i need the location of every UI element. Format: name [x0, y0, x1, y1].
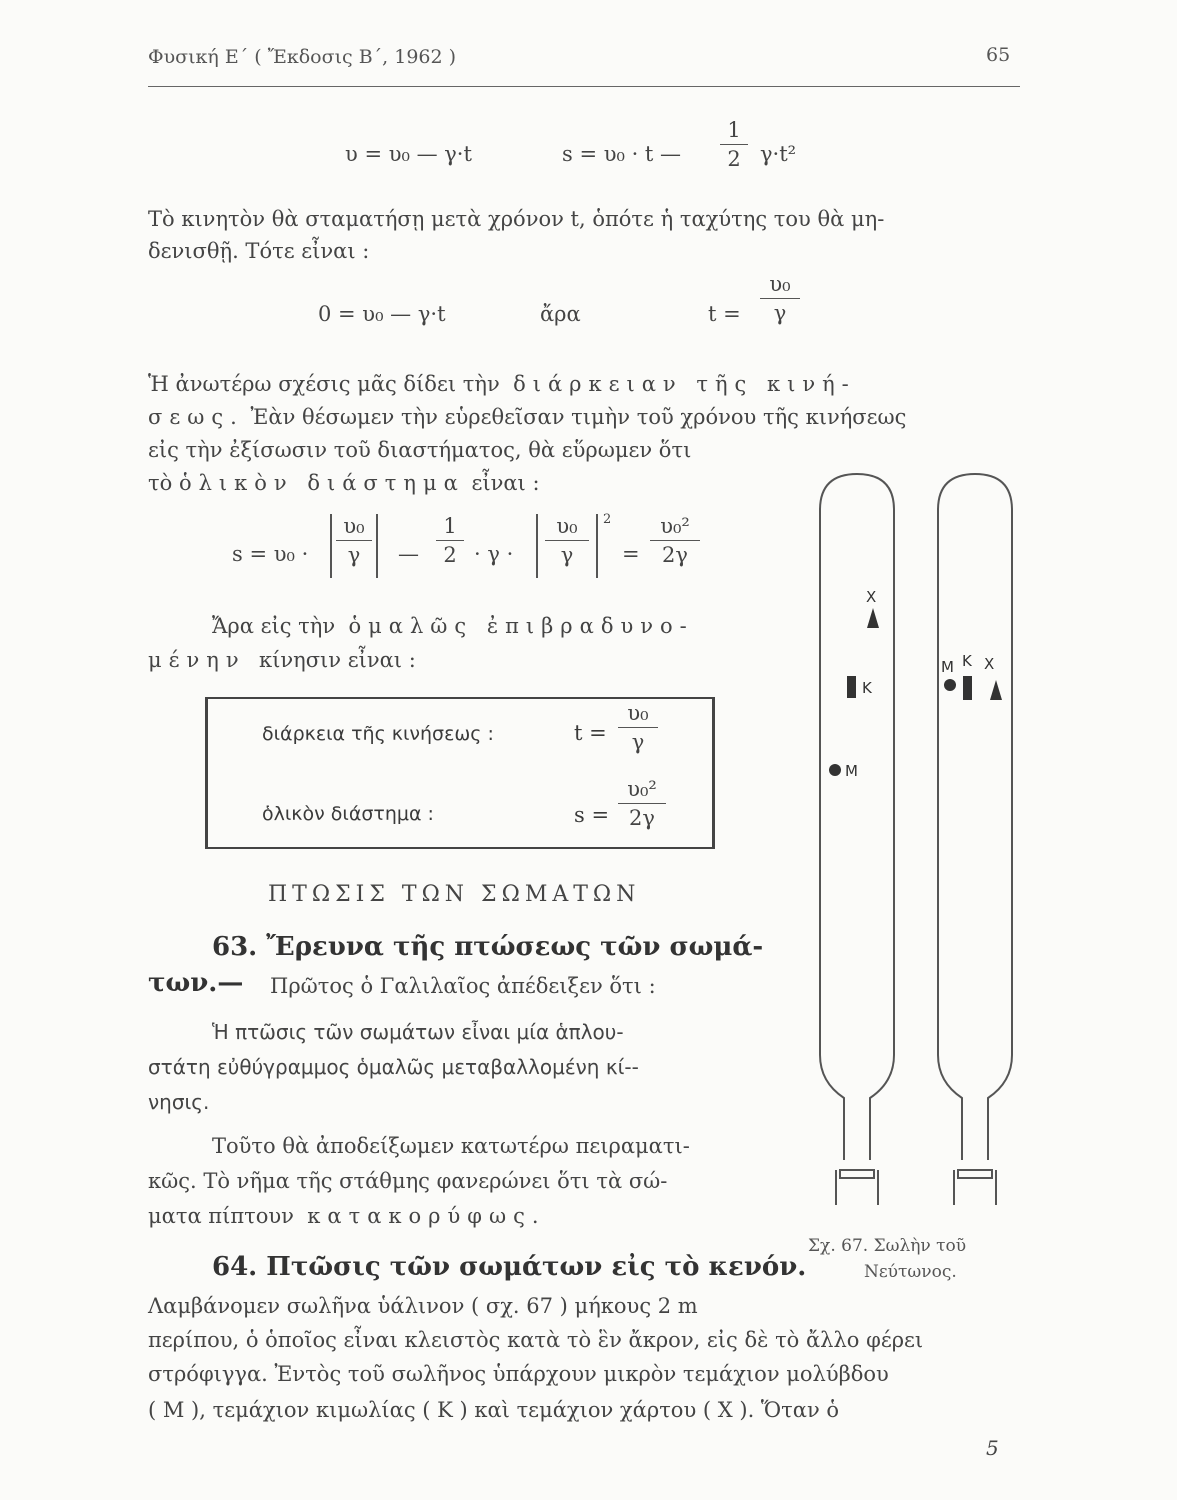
lead-piece-icon	[944, 679, 956, 691]
distance-s-equals: s =	[574, 803, 610, 827]
fraction-bar	[760, 298, 800, 299]
fraction-bar	[618, 727, 658, 728]
fraction-numerator: υ₀²	[627, 777, 657, 801]
section-63-heading: 63. Ἔρευνα τῆς πτώσεως τῶν σωμά-	[212, 932, 764, 962]
fraction-bar	[545, 540, 589, 541]
galileo-statement: νησις.	[148, 1090, 210, 1114]
paragraph-line: μένην κίνησιν εἶναι :	[148, 648, 416, 672]
left-tube	[820, 474, 894, 1160]
left-tube-label-m: Μ	[845, 762, 858, 780]
fraction-denominator: 2γ	[662, 543, 688, 567]
fraction-denominator: γ	[773, 301, 787, 325]
page-number: 65	[986, 44, 1011, 66]
fraction-bar	[336, 540, 372, 541]
fraction-bar	[650, 540, 700, 541]
running-header: Φυσική Ε΄ ( Ἔκδοσις Β΄, 1962 )	[148, 46, 457, 68]
fraction-denominator: γ	[560, 543, 574, 567]
total-distance-equation: s = υ₀ ·	[232, 542, 309, 566]
fraction	[336, 514, 372, 567]
paragraph-line: περίπου, ὁ ὁποῖος εἶναι κλειστὸς κατὰ τὸ ἓν ἄκρον, εἰς δὲ τὸ ἄλλο φέρει	[148, 1328, 924, 1352]
galileo-statement: στάτη εὐθύγραμμος ὁμαλῶς μεταβαλλομένη κί--	[148, 1055, 639, 1079]
lead-piece-icon	[829, 764, 841, 776]
spaced-emphasis: ὁμαλῶς ἐπιβραδυνο-	[348, 614, 694, 638]
fraction-numerator: 1	[727, 118, 741, 142]
header-rule	[148, 86, 1020, 87]
left-tube-label-x: Χ	[866, 588, 877, 606]
paragraph-line: Ἄρα εἰς τὴν ὁμαλῶς ἐπιβραδυνο-	[212, 614, 694, 638]
signature-mark: 5	[986, 1436, 999, 1460]
spaced-emphasis: σεως.	[148, 405, 244, 429]
fraction-denominator: γ	[631, 730, 645, 754]
paragraph-line: ματα πίπτουν κατακορύφως.	[148, 1204, 546, 1228]
minus-sign: —	[398, 542, 419, 566]
spaced-emphasis: κατακορύφως.	[307, 1204, 546, 1228]
spaced-emphasis: μένην	[148, 648, 246, 672]
galileo-statement: Ἡ πτῶσις τῶν σωμάτων εἶναι μία ἁπλου-	[212, 1020, 624, 1044]
duration-label: διάρκεια τῆς κινήσεως :	[262, 723, 494, 745]
ara-word: ἄρα	[540, 302, 581, 326]
distance-equation-left: s = υ₀ · t —	[562, 142, 682, 166]
paragraph-line: Λαμβάνομεν σωλῆνα ὑάλινον ( σχ. 67 ) μήκους 2 m	[148, 1294, 698, 1318]
chalk-piece-icon	[847, 676, 856, 698]
section-63-heading-cont: των.—	[148, 968, 244, 998]
paragraph-line: Ἡ ἀνωτέρω σχέσις μᾶς δίδει τὴν διάρκειαν τῆς κινή-	[148, 372, 856, 396]
paragraph-line: Πρῶτος ὁ Γαλιλαῖος ἀπέδειξεν ὅτι :	[270, 974, 656, 998]
right-tube-label-x: Χ	[984, 655, 995, 673]
paragraph-line: δενισθῇ. Τότε εἶναι :	[148, 239, 370, 263]
fraction-numerator: υ₀	[769, 272, 791, 296]
section-title: ΠΤΩΣΙΣ ΤΩΝ ΣΩΜΑΤΩΝ	[268, 882, 641, 907]
spaced-emphasis: διάρκειαν τῆς κινή-	[513, 372, 856, 396]
velocity-equation: υ = υ₀ — γ·t	[345, 142, 472, 166]
newton-tubes-figure	[800, 470, 1040, 1230]
fraction-bar	[436, 540, 464, 541]
figure-caption: Σχ. 67. Σωλὴν τοῦ	[808, 1236, 967, 1256]
result-fraction	[650, 514, 700, 567]
summary-box	[205, 697, 715, 849]
paper-piece-icon	[990, 680, 1002, 700]
fraction-denominator: γ	[347, 543, 361, 567]
fraction-denominator: 2	[727, 147, 741, 171]
paragraph-line: σεως. Ἐὰν θέσωμεν τὴν εὑρεθεῖσαν τιμὴν τοῦ χρόνου τῆς κινήσεως	[148, 405, 907, 429]
paragraph-line: τὸ ὁλικὸν διάστημα εἶναι :	[148, 471, 540, 495]
paragraph-line: Τὸ κινητὸν θὰ σταματήσῃ μετὰ χρόνον t, ὁπότε ἡ ταχύτης του θὰ μη-	[148, 207, 885, 231]
left-stopcock	[840, 1170, 874, 1178]
duration-t-equals: t =	[574, 721, 607, 745]
paragraph-line: κῶς. Τὸ νῆμα τῆς στάθμης φανερώνει ὅτι τὰ σώ-	[148, 1169, 668, 1193]
abs-bar	[376, 514, 378, 578]
distance-fraction	[618, 777, 666, 830]
half-fraction	[720, 118, 748, 171]
square-exponent: 2	[603, 512, 612, 527]
spaced-emphasis: ὁλικὸν διάστημα	[178, 471, 465, 495]
fraction-numerator: υ₀	[627, 701, 649, 725]
distance-equation-right: γ·t²	[760, 142, 797, 166]
fraction-numerator: υ₀	[343, 514, 365, 538]
fraction-denominator: 2γ	[629, 806, 655, 830]
fraction-numerator: 1	[443, 514, 457, 538]
fraction-bar	[720, 144, 748, 145]
paragraph-line: ( Μ ), τεμάχιον κιμωλίας ( Κ ) καὶ τεμάχιον χάρτου ( Χ ). Ὅταν ὁ	[148, 1398, 840, 1422]
paragraph-line: εἰς τὴν ἐξίσωσιν τοῦ διαστήματος, θὰ εὕρωμεν ὅτι	[148, 438, 692, 462]
paragraph-line: Τοῦτο θὰ ἀποδείξωμεν κατωτέρω πειραματι-	[212, 1134, 690, 1158]
gamma-term: · γ ·	[474, 542, 514, 566]
stop-equation: 0 = υ₀ — γ·t	[318, 302, 446, 326]
equals-sign: =	[622, 542, 640, 566]
fraction-numerator: υ₀²	[660, 514, 690, 538]
half-fraction	[436, 514, 464, 567]
duration-fraction	[618, 701, 658, 754]
left-tube-label-k: Κ	[862, 679, 872, 697]
chalk-piece-icon	[963, 676, 972, 700]
abs-bar	[536, 514, 538, 578]
figure-caption-cont: Νεύτωνος.	[864, 1262, 957, 1282]
abs-bar	[330, 514, 332, 578]
section-64-heading: 64. Πτῶσις τῶν σωμάτων εἰς τὸ κενόν.	[212, 1252, 807, 1282]
time-equals: t =	[708, 302, 741, 326]
total-distance-label: ὁλικὸν διάστημα :	[262, 803, 434, 825]
right-stopcock	[958, 1170, 992, 1178]
abs-bar	[596, 514, 598, 578]
paragraph-line: στρόφιγγα. Ἐντὸς τοῦ σωλῆνος ὑπάρχουν μικρὸν τεμάχιον μολύβδου	[148, 1362, 889, 1386]
time-fraction	[760, 272, 800, 325]
right-tube-label-m: Μ	[941, 658, 954, 676]
fraction-denominator: 2	[443, 543, 457, 567]
right-tube	[938, 474, 1012, 1160]
paper-piece-icon	[867, 608, 879, 628]
fraction	[545, 514, 589, 567]
fraction-numerator: υ₀	[556, 514, 578, 538]
right-tube-label-k: Κ	[962, 652, 972, 670]
fraction-bar	[618, 803, 666, 804]
